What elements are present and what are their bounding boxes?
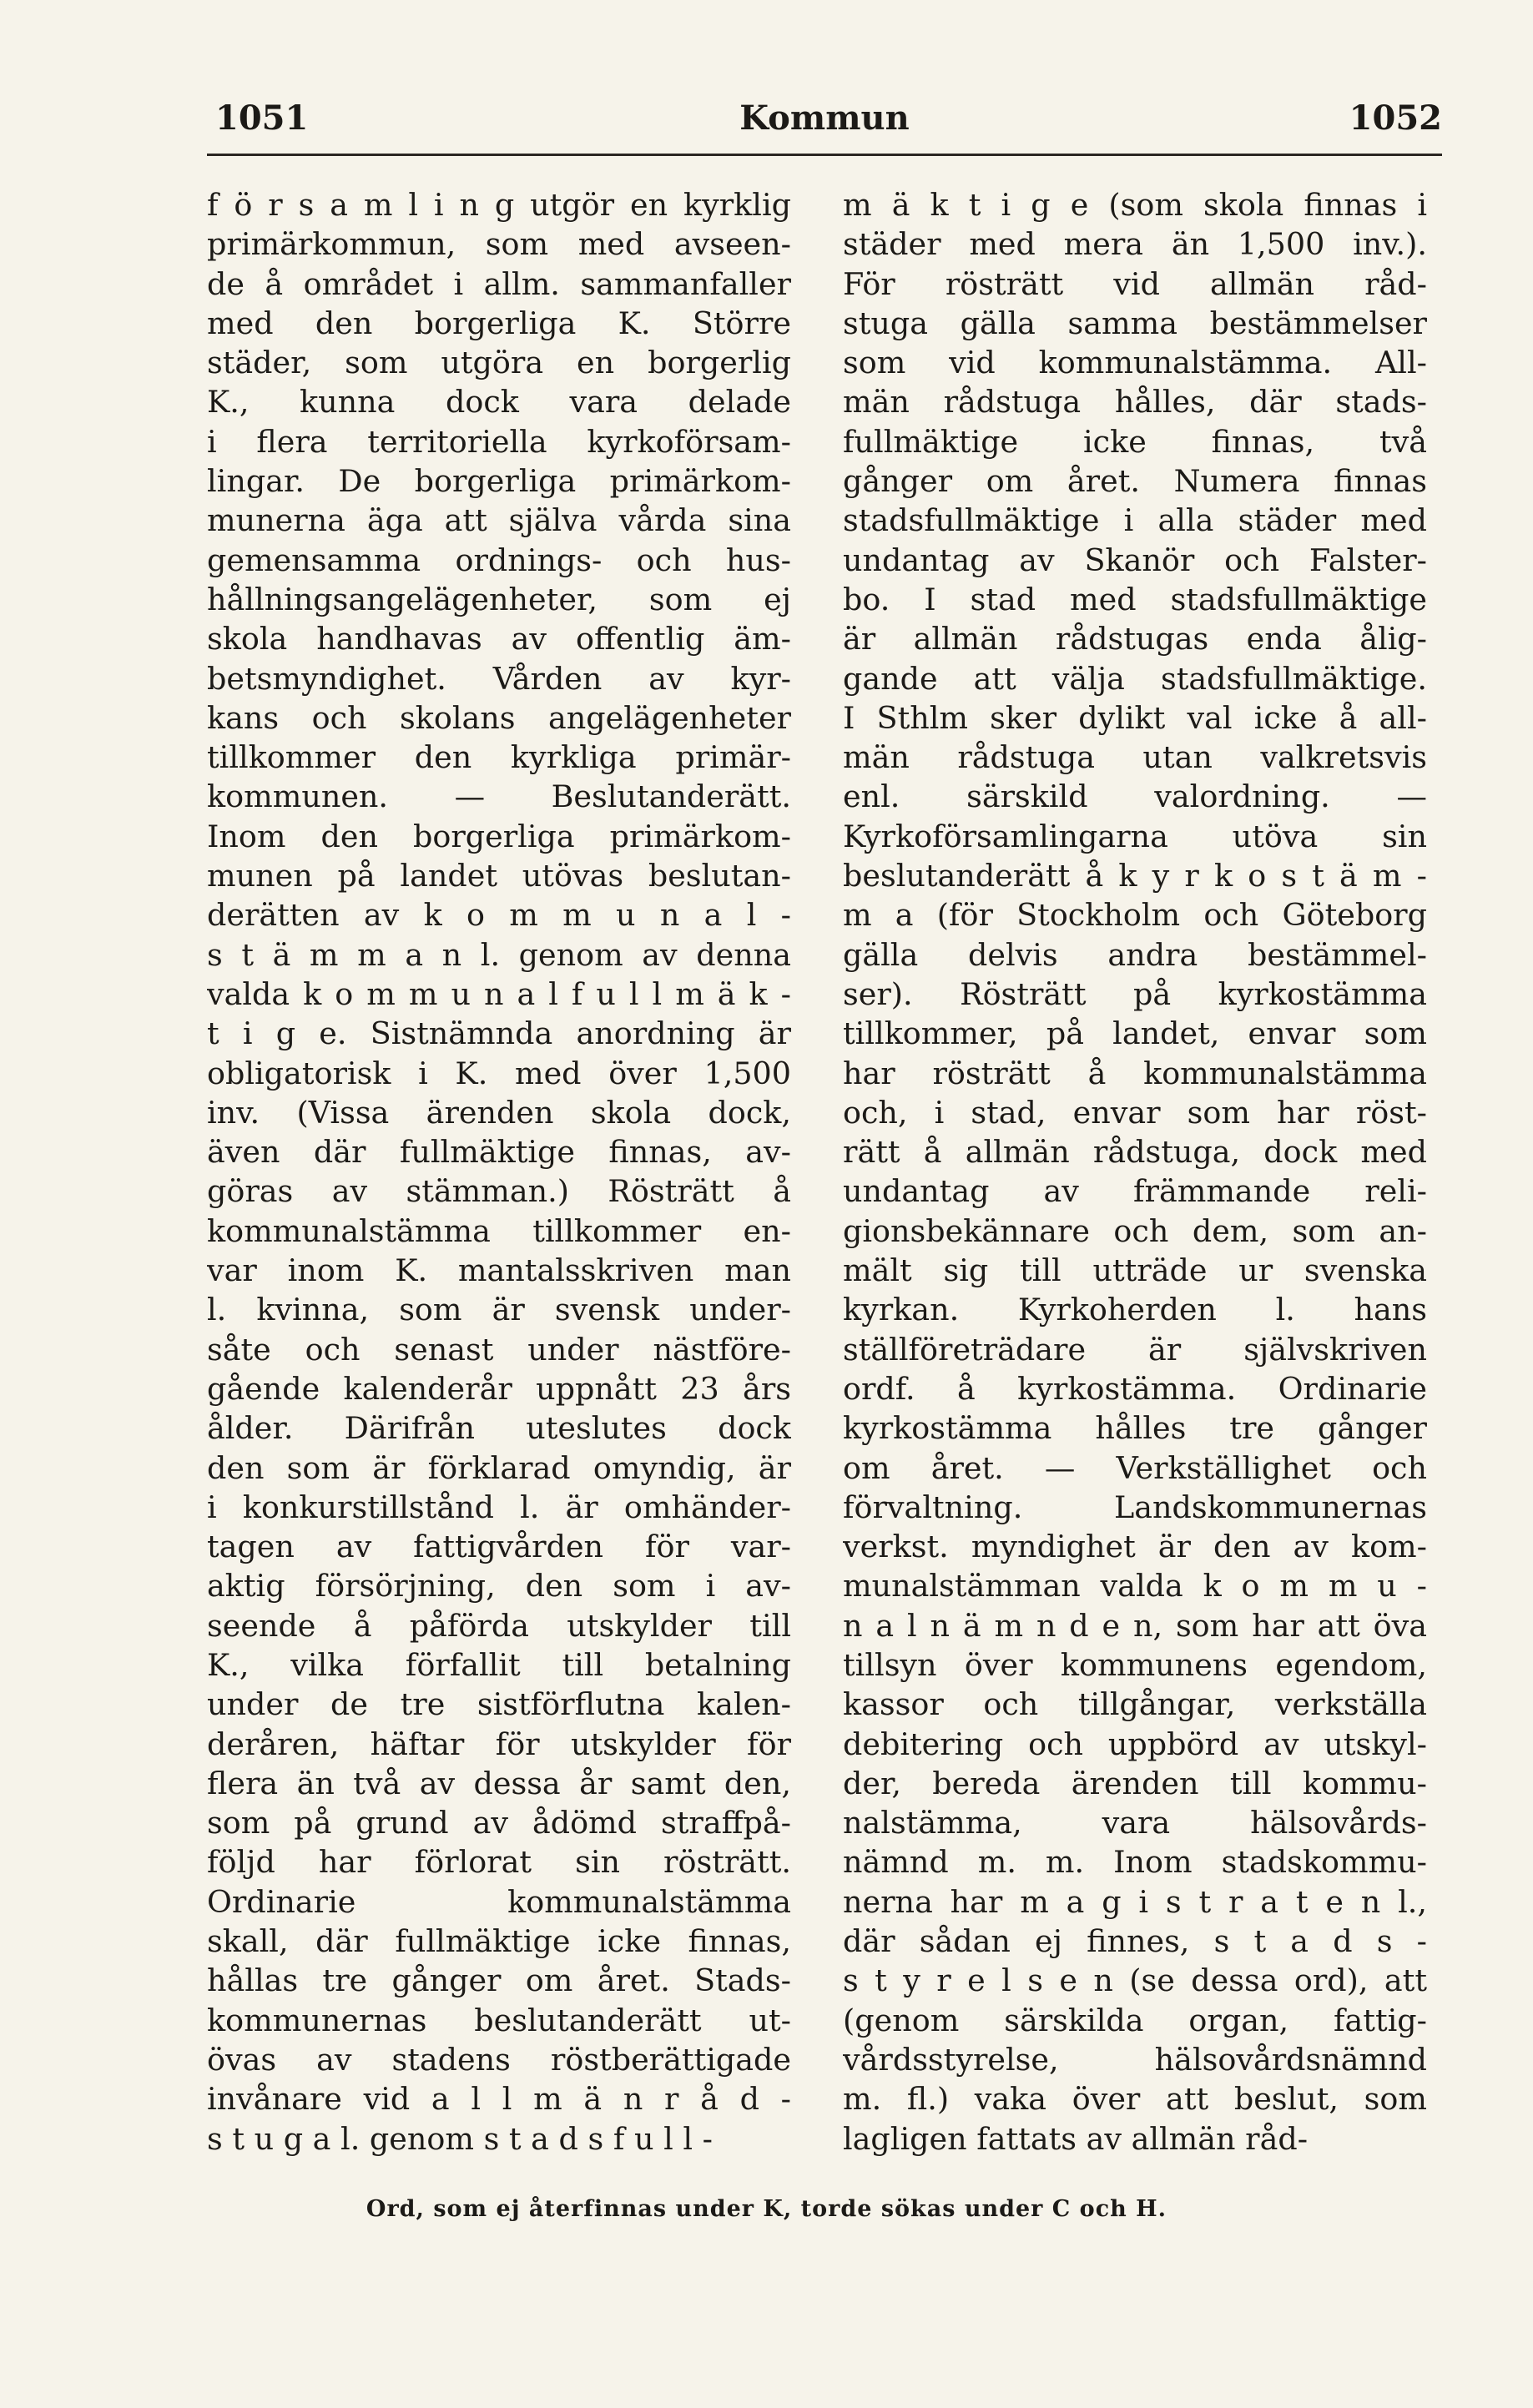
text-line: s t ä m m a n l. genom av denna: [207, 936, 791, 973]
text-line: munerna äga att själva vårda sina: [207, 502, 791, 539]
text-line: och, i stad, envar som har röst-: [843, 1094, 1427, 1131]
text-line: primärkommun, som med avseen-: [207, 226, 791, 263]
text-line: den som är förklarad omyndig, är: [207, 1449, 791, 1486]
text-line: gemensamma ordnings- och hus-: [207, 542, 791, 578]
text-line: I Sthlm sker dylikt val icke å all-: [843, 699, 1427, 736]
text-line: aktig försörjning, den som i av-: [207, 1568, 791, 1604]
text-line: kassor och tillgångar, verkställa: [843, 1686, 1427, 1723]
text-line: m a (för Stockholm och Göteborg: [843, 897, 1427, 934]
text-line: nalstämma, vara hälsovårds-: [843, 1805, 1427, 1841]
text-line: valda k o m m u n a l f u l l m ä k -: [207, 975, 791, 1012]
text-line: stuga gälla samma bestämmelser: [843, 305, 1427, 341]
text-line: s t y r e l s e n (se dessa ord), att: [843, 1962, 1427, 1999]
text-line: såte och senast under nästföre-: [207, 1331, 791, 1368]
text-line: de å området i allm. sammanfaller: [207, 265, 791, 302]
text-line: ålder. Därifrån uteslutes dock: [207, 1410, 791, 1447]
text-line: Ordinarie kommunalstämma: [207, 1883, 791, 1920]
text-line: rätt å allmän rådstuga, dock med: [843, 1134, 1427, 1171]
text-line: kyrkostämma hålles tre gånger: [843, 1410, 1427, 1447]
text-line: tagen av fattigvården för var-: [207, 1529, 791, 1565]
text-line: bo. I stad med stadsfullmäktige: [843, 581, 1427, 617]
text-line: även där fullmäktige finnas, av-: [207, 1134, 791, 1171]
text-line: munen på landet utövas beslutan-: [207, 858, 791, 894]
text-line: skola handhavas av offentlig äm-: [207, 621, 791, 657]
text-line: kommunen. — Beslutanderätt.: [207, 778, 791, 815]
text-line: f ö r s a m l i n g utgör en kyrklig: [207, 187, 791, 223]
text-line: tillkommer den kyrkliga primär-: [207, 739, 791, 776]
text-line: gande att välja stadsfullmäktige.: [843, 660, 1427, 697]
text-line: seende å påförda utskylder till: [207, 1607, 791, 1644]
text-line: skall, där fullmäktige icke finnas,: [207, 1923, 791, 1960]
text-line: mält sig till utträde ur svenska: [843, 1252, 1427, 1289]
text-line: tillkommer, på landet, envar som: [843, 1015, 1427, 1052]
text-line: flera än två av dessa år samt den,: [207, 1765, 791, 1801]
text-line: städer med mera än 1,500 inv.).: [843, 226, 1427, 263]
text-line: n a l n ä m n d e n, som har att öva: [843, 1607, 1427, 1644]
text-line: beslutanderätt å k y r k o s t ä m -: [843, 858, 1427, 894]
text-line: betsmyndighet. Vården av kyr-: [207, 660, 791, 697]
text-line: derätten av k o m m u n a l -: [207, 897, 791, 934]
text-line: är allmän rådstugas enda ålig-: [843, 621, 1427, 657]
footer-note: Ord, som ej återfinnas under K, torde sökas under C och H.: [366, 2196, 1167, 2222]
text-line: Kyrkoförsamlingarna utöva sin: [843, 818, 1427, 854]
text-line: städer, som utgöra en borgerlig: [207, 345, 791, 381]
text-line: i konkurstillstånd l. är omhänder-: [207, 1489, 791, 1525]
right-page-number: 1052: [1349, 98, 1442, 138]
text-line: lagligen fattats av allmän råd-: [843, 2120, 1309, 2157]
text-line: övas av stadens röstberättigade: [207, 2041, 791, 2078]
text-line: l. kvinna, som är svensk under-: [207, 1292, 791, 1328]
text-line: kyrkan. Kyrkoherden l. hans: [843, 1292, 1427, 1328]
text-line: i flera territoriella kyrkoförsam-: [207, 423, 791, 460]
text-line: förvaltning. Landskommunernas: [843, 1489, 1427, 1525]
text-line: undantag av främmande reli-: [843, 1173, 1427, 1210]
text-line: fullmäktige icke finnas, två: [843, 423, 1427, 460]
text-line: munalstämman valda k o m m u -: [843, 1568, 1427, 1604]
text-line: har rösträtt å kommunalstämma: [843, 1055, 1427, 1091]
text-line: nämnd m. m. Inom stadskommu-: [843, 1844, 1427, 1881]
text-line: gående kalenderår uppnått 23 års: [207, 1370, 791, 1407]
text-line: med den borgerliga K. Större: [207, 305, 791, 341]
left-page-number: 1051: [215, 98, 309, 138]
text-line: För rösträtt vid allmän råd-: [843, 265, 1427, 302]
right-column: [843, 185, 1427, 2159]
text-line: män rådstuga utan valkretsvis: [843, 739, 1427, 776]
text-line: som vid kommunalstämma. All-: [843, 345, 1427, 381]
text-line: t i g e. Sistnämnda anordning är: [207, 1015, 791, 1052]
text-line: verkst. myndighet är den av kom-: [843, 1529, 1427, 1565]
text-line: invånare vid a l l m ä n r å d -: [207, 2081, 791, 2118]
text-line: män rådstuga hålles, där stads-: [843, 384, 1427, 421]
text-line: m. fl.) vaka över att beslut, som: [843, 2081, 1427, 2118]
text-line: ordf. å kyrkostämma. Ordinarie: [843, 1370, 1427, 1407]
text-line: tillsyn över kommunens egendom,: [843, 1646, 1427, 1683]
header-rule: [207, 154, 1442, 156]
text-line: stadsfullmäktige i alla städer med: [843, 502, 1427, 539]
text-line: kans och skolans angelägenheter: [207, 699, 791, 736]
text-line: undantag av Skanör och Falster-: [843, 542, 1427, 578]
text-line: debitering och uppbörd av utskyl-: [843, 1725, 1427, 1762]
text-line: Inom den borgerliga primärkom-: [207, 818, 791, 854]
text-line: K., kunna dock vara delade: [207, 384, 791, 421]
text-line: under de tre sistförflutna kalen-: [207, 1686, 791, 1723]
text-line: s t u g a l. genom s t a d s f u l l -: [207, 2120, 713, 2157]
text-line: lingar. De borgerliga primärkom-: [207, 463, 791, 500]
text-line: K., vilka förfallit till betalning: [207, 1646, 791, 1683]
text-line: enl. särskild valordning. —: [843, 778, 1427, 815]
text-line: om året. — Verkställighet och: [843, 1449, 1427, 1486]
text-line: (genom särskilda organ, fattig-: [843, 2002, 1427, 2038]
text-line: göras av stämman.) Rösträtt å: [207, 1173, 791, 1210]
text-line: som på grund av ådömd straffpå-: [207, 1805, 791, 1841]
text-line: hållningsangelägenheter, som ej: [207, 581, 791, 617]
text-line: följd har förlorat sin rösträtt.: [207, 1844, 791, 1881]
text-line: kommunernas beslutanderätt ut-: [207, 2002, 791, 2038]
text-line: gånger om året. Numera finnas: [843, 463, 1427, 500]
left-column: [207, 185, 791, 2159]
text-line: deråren, häftar för utskylder för: [207, 1725, 791, 1762]
text-line: vårdsstyrelse, hälsovårdsnämnd: [843, 2041, 1427, 2078]
page-header: [207, 90, 1442, 149]
text-line: ställföreträdare är självskriven: [843, 1331, 1427, 1368]
text-line: obligatorisk i K. med över 1,500: [207, 1055, 791, 1091]
text-line: gälla delvis andra bestämmel-: [843, 936, 1427, 973]
text-line: kommunalstämma tillkommer en-: [207, 1212, 791, 1249]
page-title: Kommun: [739, 98, 910, 138]
text-line: var inom K. mantalsskriven man: [207, 1252, 791, 1289]
text-line: nerna har m a g i s t r a t e n l.,: [843, 1883, 1427, 1920]
text-line: inv. (Vissa ärenden skola dock,: [207, 1094, 791, 1131]
text-line: ser). Rösträtt på kyrkostämma: [843, 975, 1427, 1012]
text-line: där sådan ej finnes, s t a d s -: [843, 1923, 1427, 1960]
text-line: gionsbekännare och dem, som an-: [843, 1212, 1427, 1249]
text-line: m ä k t i g e (som skola finnas i: [843, 187, 1427, 223]
text-line: hållas tre gånger om året. Stads-: [207, 1962, 791, 1999]
text-line: der, bereda ärenden till kommu-: [843, 1765, 1427, 1801]
